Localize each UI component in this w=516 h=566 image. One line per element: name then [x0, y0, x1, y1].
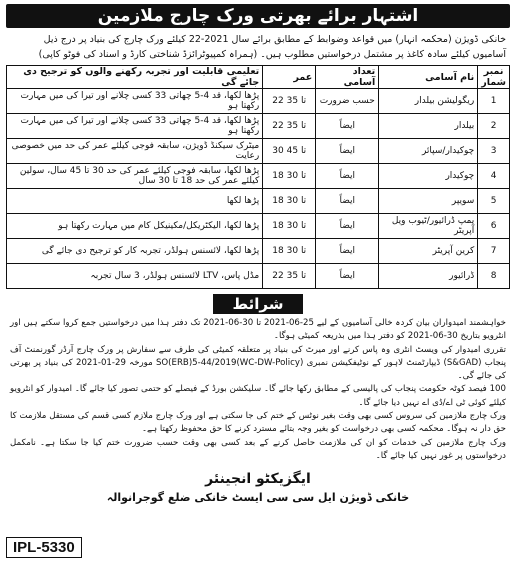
- cell-post-count: ایضاً: [316, 139, 379, 164]
- cell-qualification: پڑھا لکھا: [7, 189, 263, 214]
- cell-post-name: پمپ ڈرائیور/ٹیوب ویل آپریٹر: [379, 214, 478, 239]
- table-header-row: [7, 66, 510, 89]
- header-age: عمر: [263, 66, 316, 89]
- cell-post-name: ڈرائیور: [379, 264, 478, 289]
- posts-table: [6, 65, 510, 289]
- header-qualification: تعلیمی قابلیت اور تجربہ رکھنے والوں کو ترجیح دی جائے گی: [7, 66, 263, 89]
- cell-post-name: چوکیدار: [379, 164, 478, 189]
- cell-qualification: پڑھا لکھا، الیکٹریکل/مکینیکل کام میں مہارت رکھتا ہو: [7, 214, 263, 239]
- header-serial: نمبر شمار: [478, 66, 510, 89]
- table-row: [7, 264, 510, 289]
- signatory-title: ایگزیکٹو انجینئر: [205, 471, 311, 488]
- cell-qualification: مڈل پاس، LTV لائسنس ہولڈر، 3 سال تجربہ: [7, 264, 263, 289]
- cell-serial: 3: [478, 139, 510, 164]
- cell-post-name: بیلدار: [379, 114, 478, 139]
- cell-qualification: پڑھا لکھا، لائسنس ہولڈر، تجربہ کار کو ترجیح دی جائے گی: [7, 239, 263, 264]
- cell-age: 22 تا 35: [263, 114, 316, 139]
- table-row: [7, 164, 510, 189]
- office-address: خانکی ڈویژن ایل سی سی ایسٹ خانکی ضلع گوجرانوالہ: [106, 491, 410, 505]
- cell-post-name: کرین آپریٹر: [379, 239, 478, 264]
- intro-text: خانکی ڈویژن (محکمہ انہار) میں قواعد وضوابط کے مطابق برائے سال 2021-22 کیلئے ورک چارج کی بنیاد پر درج ذیل آسامیوں کیلئے سادہ کاغذ پر مشتمل درخواستیں مطلوب ہیں۔ (ہمراہ کمپیوٹرائزڈ شناختی کارڈ و اسناد کی فوٹو کاپی): [38, 34, 506, 60]
- condition-item: ورک چارج ملازمین کی خدمات کو ان کی ملازمت حاصل کرنے کے بعد کسی بھی وقت حسب ضرورت ختم کیا جا سکتا ہے۔ نامکمل درخواستوں پر غور نہیں کیا جائے گا۔: [10, 437, 506, 461]
- cell-serial: 1: [478, 89, 510, 114]
- table-row: [7, 89, 510, 114]
- cell-serial: 7: [478, 239, 510, 264]
- cell-post-count: ایضاً: [316, 189, 379, 214]
- header-post-count: تعداد آسامی: [316, 66, 379, 89]
- cell-serial: 5: [478, 189, 510, 214]
- conditions-heading: شرائط: [213, 294, 303, 314]
- table-row: [7, 239, 510, 264]
- header-post-name: نام آسامی: [379, 66, 478, 89]
- cell-serial: 2: [478, 114, 510, 139]
- cell-post-count: حسب ضرورت: [316, 89, 379, 114]
- condition-item: تقرری امیدوار کی ویسٹ انٹری وہ پاس کرنے اور میرٹ کی بنیاد پر متعلقہ کمیٹی کی طرف سے سفارش پر ورک چارج آرڈر گورنمنٹ آف پنجاب (S&GAD) ڈیپارٹمنٹ لاہور کے نوٹیفکیشن نمبری SO(ERB)5-44/2019(WC-DW-Policy) مورخہ 29-01-2021 کی بنیاد پر بھرتی کی جائے گی۔: [10, 344, 506, 382]
- table-row: [7, 189, 510, 214]
- cell-post-count: ایضاً: [316, 114, 379, 139]
- cell-age: 18 تا 30: [263, 189, 316, 214]
- cell-age: 30 تا 45: [263, 139, 316, 164]
- cell-serial: 6: [478, 214, 510, 239]
- cell-age: 18 تا 30: [263, 239, 316, 264]
- ipl-number-badge: IPL-5330: [6, 537, 82, 558]
- cell-serial: 4: [478, 164, 510, 189]
- cell-qualification: میٹرک سیکنڈ ڈویژن، سابقہ فوجی کیلئے عمر کی حد میں خصوصی رعایت: [7, 139, 263, 164]
- cell-age: 22 تا 35: [263, 89, 316, 114]
- cell-qualification: پڑھا لکھا، سابقہ فوجی کیلئے عمر کی حد 30 تا 45 سال، سولین کیلئے عمر کی حد 18 تا 30 سال: [7, 164, 263, 189]
- page-title: اشتہار برائے بھرتی ورک چارج ملازمین: [6, 4, 510, 28]
- condition-item: ورک چارج ملازمین کی سروس کسی بھی وقت بغیر نوٹس کے ختم کی جا سکتی ہے اور ورک چارج ملازم کسی قسم کی مستقل ملازمت کا حق دار نہ ہوگا۔ محکمہ کسی بھی درخواست کو بغیر وجہ بتائے مسترد کرنے کا حق محفوظ رکھتا ہے۔: [10, 411, 506, 435]
- table-row: [7, 214, 510, 239]
- conditions-section: [10, 317, 506, 463]
- cell-post-name: چوکیدار/سپائر: [379, 139, 478, 164]
- cell-qualification: پڑھا لکھا، قد 4-5 چھاتی 33 کسی چلانے اور تیرا کی میں مہارت رکھتا ہو: [7, 114, 263, 139]
- cell-qualification: پڑھا لکھا، قد 4-5 چھاتی 33 کسی چلانے اور تیرا کی میں مہارت رکھتا ہو: [7, 89, 263, 114]
- condition-item: خواہشمند امیدواران بیان کردہ خالی آسامیوں کے لیے 25-06-2021 تا 30-06-2021 تک دفتر ہذا میں درخواستیں جمع کروا سکتے ہیں اور انٹرویو بتاریخ 30-06-2021 کو دفتر ہذا میں بذریعہ کمیٹی ہوگا۔: [10, 318, 506, 342]
- cell-age: 18 تا 30: [263, 164, 316, 189]
- cell-post-name: ریگولیشن بیلدار: [379, 89, 478, 114]
- cell-post-count: ایضاً: [316, 264, 379, 289]
- cell-serial: 8: [478, 264, 510, 289]
- cell-post-count: ایضاً: [316, 239, 379, 264]
- cell-post-count: ایضاً: [316, 214, 379, 239]
- cell-post-name: سویپر: [379, 189, 478, 214]
- condition-item: 100 فیصد کوٹہ حکومت پنجاب کی پالیسی کے مطابق رکھا جائے گا۔ سلیکشن بورڈ کے فیصلے کو حتمی تصور کیا جائے گا۔ امیدوار کو انٹرویو کیلئے کوئی ٹی اے/ڈی اے نہیں دیا جائے گا۔: [10, 384, 506, 408]
- table-row: [7, 114, 510, 139]
- cell-age: 22 تا 35: [263, 264, 316, 289]
- cell-age: 18 تا 30: [263, 214, 316, 239]
- cell-post-count: ایضاً: [316, 164, 379, 189]
- table-row: [7, 139, 510, 164]
